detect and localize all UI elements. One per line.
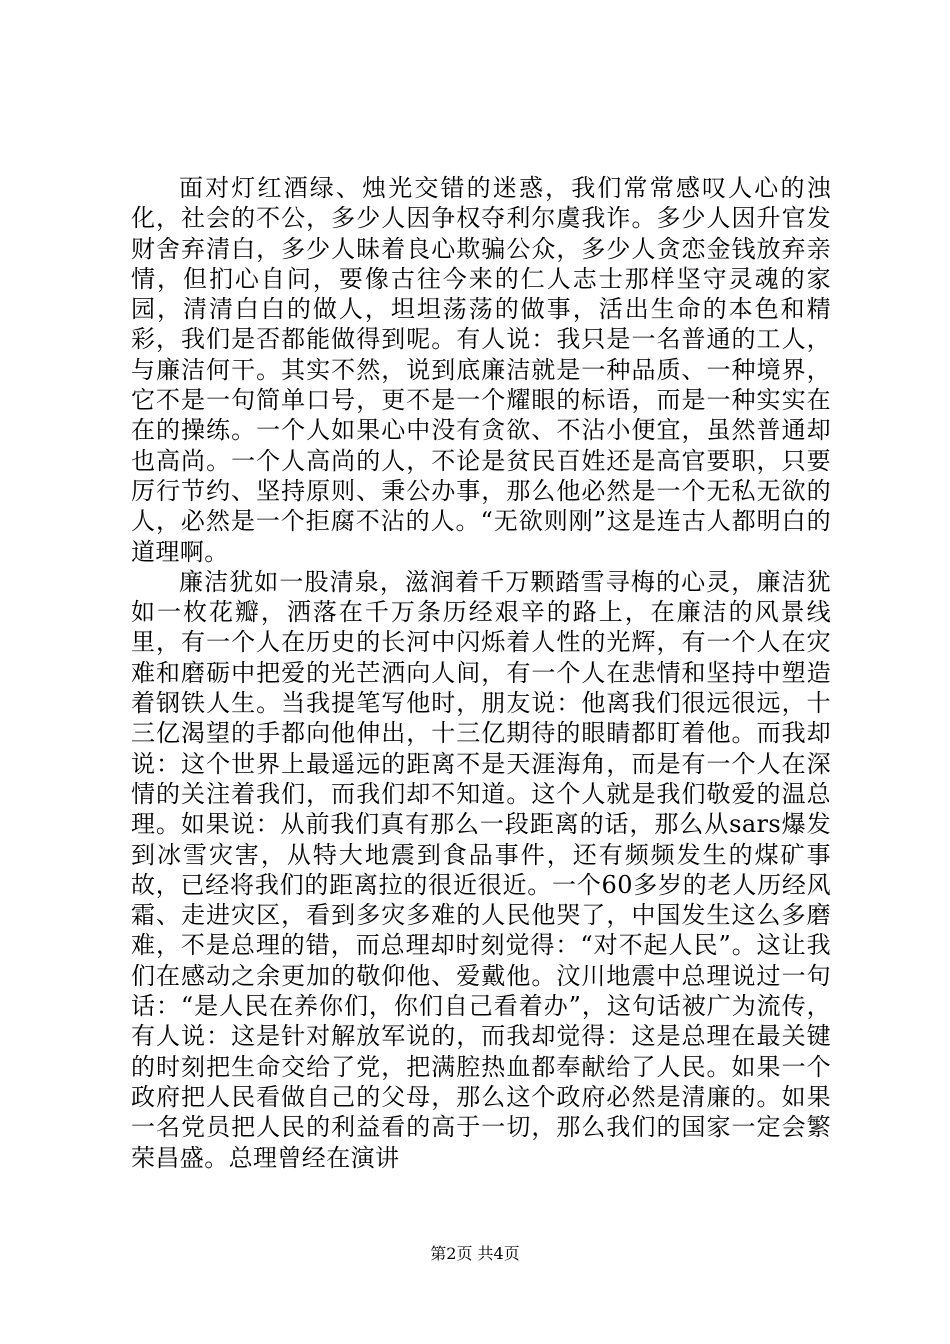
- paragraph-2: 廉洁犹如一股清泉，滋润着千万颗踏雪寻梅的心灵，廉洁犹如一枚花瓣，洒落在千万条历经艰辛的路上，在廉洁的风景线里，有一个人在历史的长河中闪烁着人性的光辉，有一个人在灾难和磨砺中把爱的光芒洒向人间，有一个人在悲情和坚持中塑造着钢铁人生。当我提笔写他时，朋友说：他离我们很远很远，十三亿渴望的手都向他伸出，十三亿期待的眼睛都盯着他。而我却说：这个世界上最遥远的距离不是天涯海角，而是有一个人在深情的关注着我们，而我们却不知道。这个人就是我们敬爱的温总理。如果说：从前我们真有那么一段距离的话，那么从sars爆发到冰雪灾害，从特大地震到食品事件，还有频频发生的煤矿事故，已经将我们的距离拉的很近很近。一个60多岁的老人历经风霜、走进灾区，看到多灾多难的人民他哭了，中国发生这么多磨难，不是总理的错，而总理却时刻觉得：“对不起人民”。这让我们在感动之余更加的敬仰他、爱戴他。汶川地震中总理说过一句话：“是人民在养你们，你们自己看着办”，这句话被广为流传，有人说：这是针对解放军说的，而我却觉得：这是总理在最关键的时刻把生命交给了党，把满腔热血都奉献给了人民。如果一个政府把人民看做自己的父母，那么这个政府必然是清廉的。如果一名党员把人民的利益看的高于一切，那么我们的国家一定会繁荣昌盛。总理曾经在演讲: [131, 567, 831, 1172]
- page-footer: 第2页 共4页: [430, 1244, 520, 1263]
- paragraph-1: 面对灯红酒绿、烛光交错的迷惑，我们常常感叹人心的浊化，社会的不公，多少人因争权夺利尔虞我诈。多少人因升官发财舍弃清白，多少人昧着良心欺骗公众，多少人贪恋金钱放弃亲情，但扪心自问，要像古往今来的仁人志士那样坚守灵魂的家园，清清白白的做人，坦坦荡荡的做事，活出生命的本色和精彩，我们是否都能做得到呢。有人说：我只是一名普通的工人，与廉洁何干。其实不然，说到底廉洁就是一种品质、一种境界，它不是一句简单口号，更不是一个耀眼的标语，而是一种实实在在的操练。一个人如果心中没有贪欲、不沾小便宜，虽然普通却也高尚。一个人高尚的人，不论是贫民百姓还是高官要职，只要厉行节约、坚持原则、秉公办事，那么他必然是一个无私无欲的人，必然是一个拒腐不沾的人。“无欲则刚”这是连古人都明白的道理啊。: [131, 174, 831, 566]
- body-text: [131, 173, 831, 1173]
